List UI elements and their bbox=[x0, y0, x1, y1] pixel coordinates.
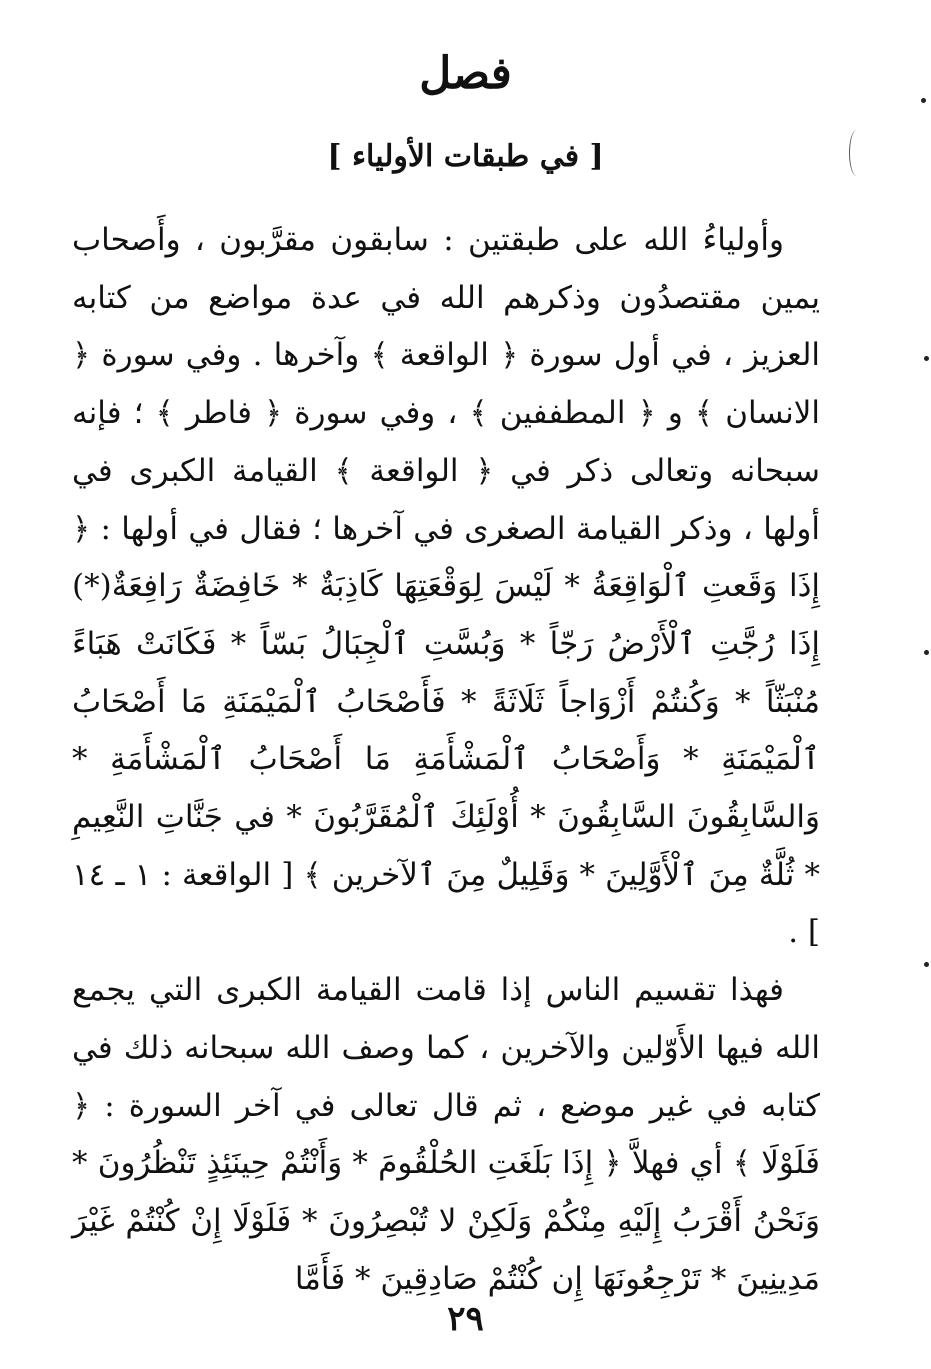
paragraph: فهذا تقسيم الناس إذا قامت القيامة الكبرى التي يجمع الله فيها الأَوّلين والآخرين ، كما وصف الله سبحانه ذلك في كتابه في غير موضع ، ثم قال تعالى في آخر السورة : ﴿ فَلَوْلَا ﴾ أي فهلاَّ ﴿ إِذَا بَلَغَتِ الحُلْقُومَ * وَأَنْتُمْ حِينَئِذٍ تَنْظُرُونَ * وَنَحْنُ أَقْرَبُ إِلَيْهِ مِنْكُمْ وَلَكِنْ لا تُبْصِرُونَ * فَلَوْلَا إِنْ كُنْتُمْ غَيْرَ مَدِينِينَ * تَرْجِعُونَهَا إِن كُنْتُمْ صَادِقِينَ * فَأَمَّا bbox=[72, 972, 820, 1297]
paragraph: وأولياءُ الله على طبقتين : سابقون مقرَّبون ، وأَصحاب يمين مقتصدُون وذكرهم الله في عدة مواضع من كتابه العزيز ، في أول سورة ﴿ الواقعة ﴾ وآخرها . وفي سورة ﴿ الانسان ﴾ و ﴿ المطففين ﴾ ، وفي سورة ﴿ فاطر ﴾ ؛ فإنه سبحانه وتعالى ذكر في ﴿ الواقعة ﴾ القيامة الكبرى في أولها ، وذكر القيامة الصغرى في آخرها ؛ فقال في أولها : ﴿ إِذَا وَقَعتِ ٱلْوَاقِعَةُ * لَيْسَ لِوَقْعَتِهَا كَاذِبَةٌ * خَافِضَةٌ رَافِعَةٌ(*) إِذَا رُجَّتِ ٱلْأَرْضُ رَجّاً * وَبُسَّتِ ٱلْجِبَالُ بَسّاً * فَكَانَتْ هَبَاءً مُنْبَثّاً * وَكُنتُمْ أَزْوَاجاً ثَلَاثَةً * فَأَصْحَابُ ٱلْمَيْمَنَةِ مَا أَصْحَابُ ٱلْمَيْمَنَةِ * وَأَصْحَابُ ٱلْمَشْأَمَةِ مَا أَصْحَابُ ٱلْمَشْأَمَةِ * وَالسَّابِقُونَ السَّابِقُونَ * أُوْلَئِكَ ٱلْمُقَرَّبُونَ * في جَنَّاتِ النَّعِيمِ * ثُلَّةٌ مِنَ ٱلْأَوَّلِينَ * وَقَلِيلٌ مِنَ ٱلآخرين ﴾ [ الواقعة : ١ ـ ١٤ ] . bbox=[72, 222, 820, 951]
margin-dot bbox=[924, 356, 929, 361]
margin-mark bbox=[849, 130, 864, 176]
section-subtitle: [ في طبقات الأولياء ] bbox=[327, 139, 604, 174]
page-number: ٢٩ bbox=[447, 1299, 484, 1339]
margin-dot bbox=[924, 650, 929, 655]
margin-dot bbox=[921, 98, 926, 103]
body-text bbox=[72, 212, 820, 1308]
chapter-title: فصل bbox=[419, 48, 512, 99]
margin-dot bbox=[924, 962, 929, 967]
